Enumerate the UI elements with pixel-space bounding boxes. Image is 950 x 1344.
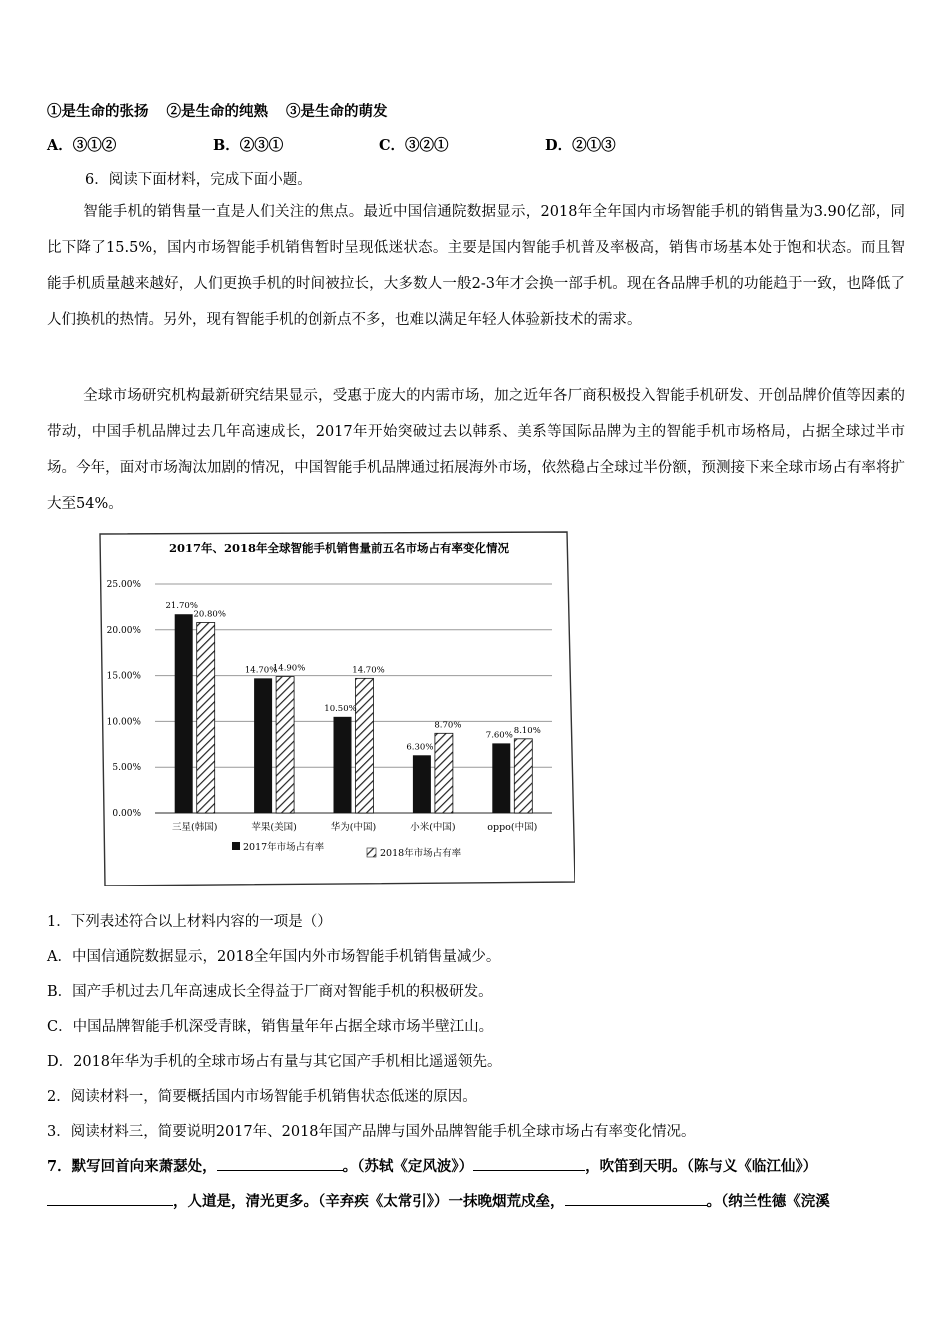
data-label: 7.60%	[485, 730, 513, 741]
bar-chart	[97, 530, 575, 886]
bar-2018	[435, 733, 453, 813]
question-7-line-1	[47, 1156, 817, 1177]
q6-intro: 6．阅读下面材料，完成下面小题。	[85, 172, 312, 188]
question-1-option-d: D．2018年华为手机的全球市场占有量与其它国产手机相比遥遥领先。	[47, 1054, 502, 1070]
option-1: ①是生命的张扬	[47, 103, 149, 120]
q7-blank-4	[565, 1191, 707, 1206]
q7-text-3: ，吹笛到天明。（陈与义《临江仙》）	[585, 1158, 818, 1175]
data-label: 8.70%	[434, 720, 462, 731]
question-1-option-a: A．中国信通院数据显示，2018全年国内外市场智能手机销售量减少。	[47, 949, 501, 965]
y-tick-label: 0.00%	[112, 809, 141, 819]
bar-2018	[514, 739, 532, 813]
y-tick-label: 10.00%	[106, 717, 141, 728]
q7-text-5: 。（纳兰性德《浣溪	[706, 1193, 830, 1210]
data-label: 21.70%	[165, 601, 198, 612]
chart-title: 2017年、2018年全球智能手机销售量前五名市场占有率变化情况	[168, 541, 510, 555]
x-category-label: 华为(中国)	[330, 822, 377, 833]
bar-2017	[334, 717, 352, 813]
option-3: ③是生命的萌发	[286, 103, 388, 120]
paragraph-1-text: 智能手机的销售量一直是人们关注的焦点。最近中国信通院数据显示，2018年全年国内市场智能手机的销售量为3.90亿部，同比下降了15.5%，国内市场智能手机销售暂时呈现低迷状态。主要是国内智能手机普及率极高，销售市场基本处于饱和状态。而且智能手机质量越来越好，人们更换手机的时间被拉长，大多数人一般2-3年才会换一部手机。现在各品牌手机的功能趋于一致，也降低了人们换机的热情。另外，现有智能手机的创新点不多，也难以满足年轻人体验新技术的需求。	[47, 204, 905, 328]
bar-2017	[254, 678, 272, 813]
y-tick-label: 25.00%	[106, 580, 141, 590]
legend-swatch-2018	[367, 848, 376, 857]
question-3: 3．阅读材料三，简要说明2017年、2018年国产品牌与国外品牌智能手机全球市场占有率变化情况。	[47, 1124, 696, 1140]
data-label: 8.10%	[513, 725, 541, 736]
paragraph-2	[47, 378, 905, 522]
x-category-label: 三星(韩国)	[171, 822, 218, 833]
option-2: ②是生命的纯熟	[166, 103, 268, 120]
bar-2018	[276, 677, 294, 813]
legend-label-2018: 2018年市场占有率	[380, 848, 462, 859]
x-category-label: 苹果(美国)	[251, 822, 297, 833]
bar-2018	[356, 678, 374, 813]
q7-blank-3	[47, 1191, 173, 1206]
chart-svg	[97, 530, 575, 886]
y-tick-label: 20.00%	[106, 625, 141, 636]
question-2: 2．阅读材料一，简要概括国内市场智能手机销售状态低迷的原因。	[47, 1089, 477, 1105]
x-category-label: oppo(中国)	[487, 822, 538, 833]
q7-text-1: 7．默写回首向来萧瑟处，	[47, 1158, 217, 1175]
y-tick-label: 5.00%	[112, 763, 141, 774]
choice-c: C．③②①	[379, 137, 449, 154]
bar-2017	[175, 614, 193, 813]
q7-blank-1	[217, 1156, 343, 1171]
paragraph-1	[47, 194, 905, 338]
question-1-option-b: B．国产手机过去几年高速成长全得益于厂商对智能手机的积极研发。	[47, 984, 493, 1000]
legend-swatch-2017	[232, 842, 240, 850]
choice-d: D．②①③	[545, 137, 616, 154]
data-label: 6.30%	[406, 742, 434, 753]
bar-2018	[197, 622, 215, 813]
bar-2017	[492, 743, 510, 813]
choice-a: A．③①②	[47, 137, 117, 154]
question-1-option-c: C．中国品牌智能手机深受青睐，销售量年年占据全球市场半壁江山。	[47, 1019, 494, 1035]
data-label: 14.70%	[244, 665, 278, 676]
paragraph-2-text: 全球市场研究机构最新研究结果显示，受惠于庞大的内需市场，加之近年各厂商积极投入智能手机研发、开创品牌价值等因素的带动，中国手机品牌过去几年高速成长，2017年开始突破过去以韩系、美系等国际品牌为主的智能手机市场格局，占据全球过半市场。今年，面对市场淘汰加剧的情况，中国智能手机品牌通过拓展海外市场，依然稳占全球过半份额，预测接下来全球市场占有率将扩大至54%。	[47, 388, 905, 512]
question-1: 1．下列表述符合以上材料内容的一项是（）	[47, 914, 332, 930]
legend-label-2017: 2017年市场占有率	[243, 842, 325, 853]
bar-2017	[413, 755, 431, 813]
choice-b: B．②③①	[213, 137, 284, 154]
data-label: 10.50%	[324, 703, 357, 714]
x-category-label: 小米(中国)	[410, 822, 456, 833]
data-label: 14.90%	[272, 663, 306, 674]
data-label: 20.80%	[193, 609, 226, 620]
y-tick-label: 15.00%	[106, 671, 141, 682]
q7-text-2: 。（苏轼《定风波》）	[342, 1158, 474, 1175]
question-7-line-2	[47, 1191, 830, 1212]
data-label: 14.70%	[352, 665, 385, 676]
q7-blank-2	[473, 1156, 585, 1171]
answer-choices-row	[47, 136, 616, 156]
top-options-row	[47, 102, 388, 122]
q7-text-4: ，人道是，清光更多。（辛弃疾《太常引》）一抹晚烟荒戍垒，	[173, 1193, 565, 1210]
